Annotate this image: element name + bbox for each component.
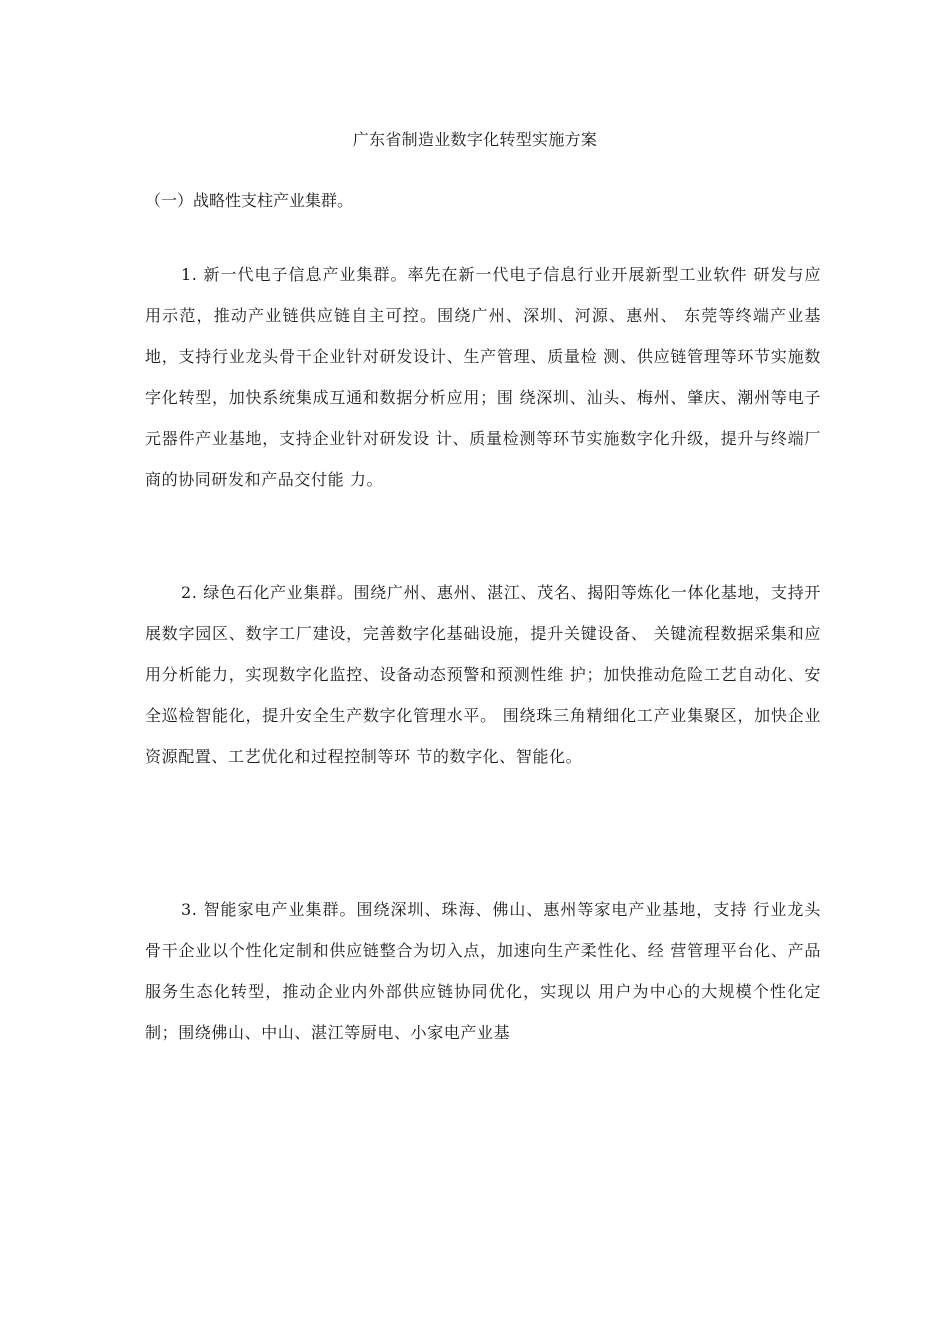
paragraph-electronics: 1. 新一代电子信息产业集群。率先在新一代电子信息行业开展新型工业软件 研发与应用示范，推动产业链供应链自主可控。围绕广州、深圳、河源、惠州、 东莞等终端产业基地，支持行业龙头骨干企业针对研发设计、生产管理、质量检 测、供应链管理等环节实施数字化转型，加快系统集成互通和数据分析应用；围 绕深圳、汕头、梅州、肇庆、潮州等电子元器件产业基地，支持企业针对研发设 计、质量检测等环节实施数字化升级，提升与终端厂商的协同研发和产品交付能 力。	[145, 265, 821, 489]
document-title: 广东省制造业数字化转型实施方案	[352, 130, 598, 149]
section-heading: （一）战略性支柱产业集群。	[145, 191, 354, 210]
paragraph-home-appliance: 3. 智能家电产业集群。围绕深圳、珠海、佛山、惠州等家电产业基地，支持 行业龙头骨干企业以个性化定制和供应链整合为切入点，加速向生产柔性化、经 营管理平台化、产品服务生态化转型，推动企业内外部供应链协同优化，实现以 用户为中心的大规模个性化定制；围绕佛山、中山、湛江等厨电、小家电产业基	[145, 900, 821, 1042]
paragraph-petrochemical: 2. 绿色石化产业集群。围绕广州、惠州、湛江、茂名、揭阳等炼化一体化基地，支持开展数字园区、数字工厂建设，完善数字化基础设施，提升关键设备、 关键流程数据采集和应用分析能力，实现数字化监控、设备动态预警和预测性维 护；加快推动危险工艺自动化、安全巡检智能化，提升安全生产数字化管理水平。 围绕珠三角精细化工产业集聚区，加快企业资源配置、工艺优化和过程控制等环 节的数字化、智能化。	[145, 583, 821, 766]
